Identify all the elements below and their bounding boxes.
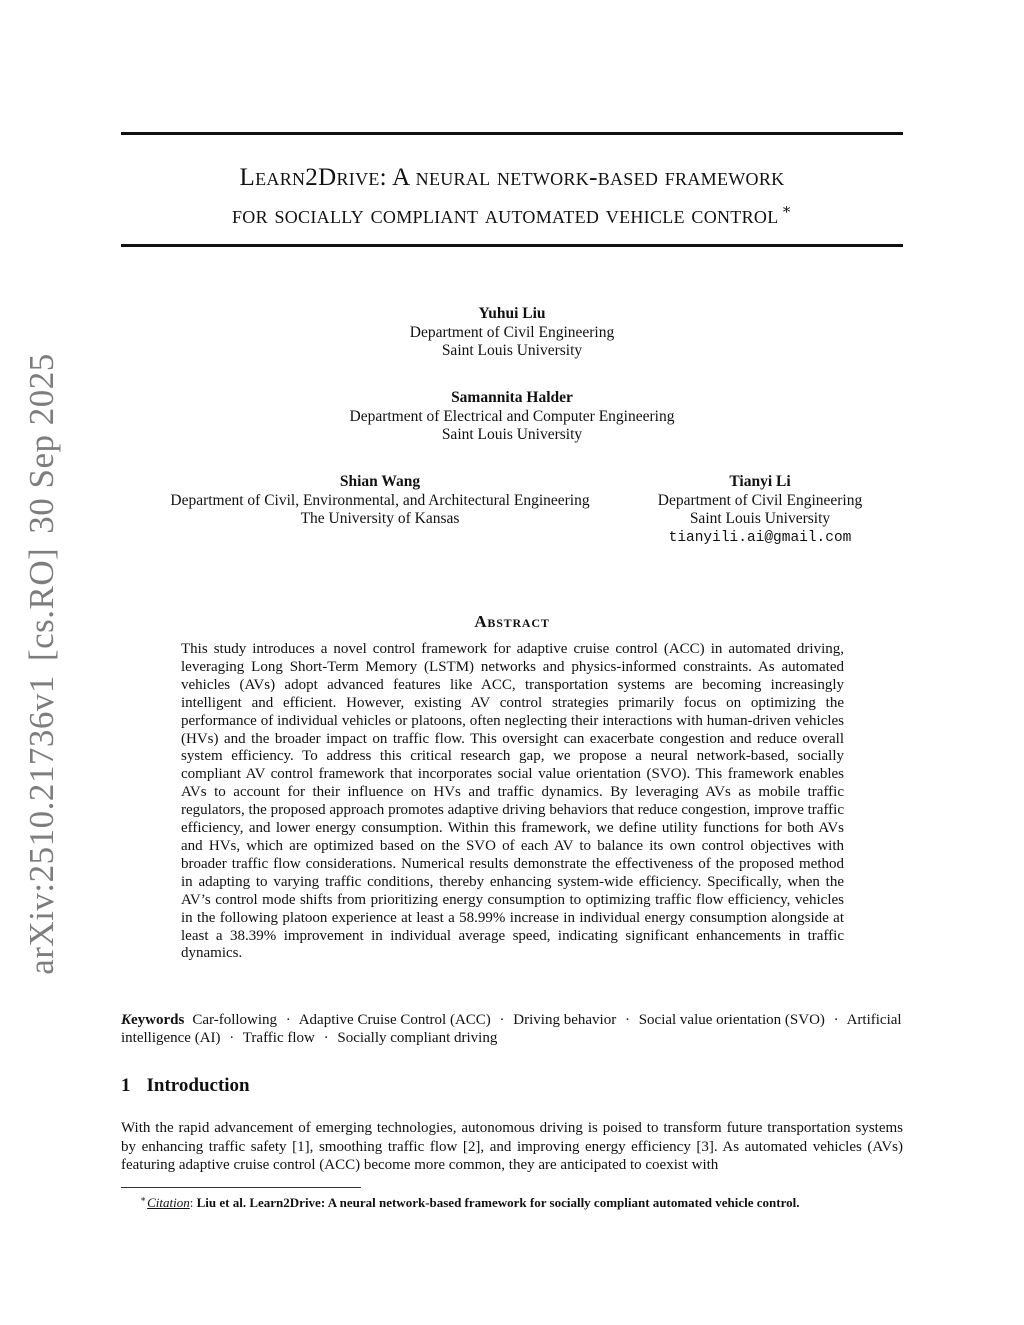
keyword-separator: · bbox=[285, 1012, 291, 1028]
title-top-rule bbox=[121, 132, 903, 135]
arxiv-date: 30 Sep 2025 bbox=[22, 353, 61, 534]
author-institution: Saint Louis University bbox=[689, 510, 831, 527]
author-institution: Saint Louis University bbox=[441, 426, 583, 443]
footnote-rule bbox=[121, 1187, 361, 1188]
title-rive: rive bbox=[336, 164, 380, 191]
author-name: Tianyi Li bbox=[729, 473, 791, 490]
keyword-item: Adaptive Cruise Control (ACC) bbox=[298, 1012, 491, 1028]
author-affiliation: Department of Civil Engineering bbox=[409, 323, 615, 341]
author-name: Yuhui Liu bbox=[478, 305, 546, 322]
keywords-label-rest: eywords bbox=[131, 1012, 185, 1028]
title-line1-rest: neural network-based framework bbox=[415, 164, 785, 191]
author-name: Shian Wang bbox=[339, 473, 421, 490]
title-two: 2 bbox=[305, 164, 319, 191]
keyword-separator: · bbox=[833, 1012, 839, 1028]
title-footnote-mark[interactable]: ∗ bbox=[781, 202, 792, 218]
footnote-mark: ∗ bbox=[140, 1194, 147, 1204]
section-heading-introduction bbox=[121, 1075, 250, 1097]
keyword-item: Socially compliant driving bbox=[337, 1030, 498, 1046]
keyword-item: Driving behavior bbox=[513, 1012, 617, 1028]
keyword-separator: · bbox=[499, 1012, 505, 1028]
author-email-link[interactable]: tianyili.ai@gmail.com bbox=[668, 529, 852, 546]
keyword-separator: · bbox=[229, 1030, 235, 1046]
keyword-item: Car-following bbox=[192, 1012, 278, 1028]
keyword-item: Social value orientation (SVO) bbox=[638, 1012, 825, 1028]
keywords bbox=[121, 1011, 903, 1047]
section-title: Introduction bbox=[146, 1075, 250, 1096]
section-number: 1 bbox=[121, 1075, 131, 1096]
intro-paragraph: With the rapid advancement of emerging technologies, autonomous driving is poised to transform future transportation systems by enhancing traffic safety [1], smoothing traffic flow [2], and improving energy efficiency [3]. As automated vehicles (AVs) featuring adaptive cruise control (ACC) become more common, they are anticipated to coexist with bbox=[121, 1120, 903, 1173]
arxiv-id: arXiv:2510.21736v1 bbox=[22, 675, 61, 975]
author-affiliation: Department of Civil, Environmental, and Architectural Engineering bbox=[170, 491, 590, 509]
author-institution: Saint Louis University bbox=[441, 342, 583, 359]
keywords-label-k: K bbox=[121, 1012, 132, 1028]
keyword-item: Traffic flow bbox=[242, 1030, 315, 1046]
title-initial-d: D bbox=[318, 164, 337, 191]
citation-footnote bbox=[140, 1191, 905, 1211]
footnote-citation-text: Liu et al. Learn2Drive: A neural network-based framework for socially compliant automated vehicle control. bbox=[196, 1195, 800, 1210]
arxiv-category: [cs.RO] bbox=[22, 547, 61, 662]
title-initial-a: A bbox=[392, 164, 410, 191]
keywords-list bbox=[121, 1012, 902, 1046]
title-line2-text: for socially compliant automated vehicle control bbox=[231, 202, 779, 229]
author-block-3 bbox=[140, 473, 620, 529]
abstract-heading: Abstract bbox=[474, 612, 550, 631]
author-affiliation: Department of Electrical and Computer Engineering bbox=[349, 407, 675, 425]
keyword-item: Artificial intelligence (AI) bbox=[121, 1012, 902, 1046]
author-block-1 bbox=[262, 305, 762, 361]
author-block-4 bbox=[640, 473, 880, 547]
title-initial-l: L bbox=[239, 164, 256, 191]
footnote-citation-label: Citation bbox=[147, 1195, 190, 1210]
title-line-1 bbox=[121, 161, 903, 194]
keywords-label bbox=[121, 1012, 184, 1028]
paper-title bbox=[121, 161, 903, 232]
arxiv-stamp bbox=[22, 353, 62, 975]
title-line-2 bbox=[121, 194, 903, 232]
keyword-separator: · bbox=[323, 1030, 329, 1046]
title-colon: : bbox=[379, 164, 387, 191]
author-block-2 bbox=[262, 389, 762, 445]
keyword-separator: · bbox=[624, 1012, 630, 1028]
author-name: Samannita Halder bbox=[451, 389, 573, 406]
abstract-body: This study introduces a novel control framework for adaptive cruise control (ACC) in automated driving, leveraging Long Short-Term Memory (LSTM) networks and physics-informed constraints. As automated vehicles (AVs) adopt advanced features like ACC, transportation systems are becoming increasingly intelligent and efficient. However, existing AV control strategies primarily focus on optimizing the performance of individual vehicles or platoons, often neglecting their interactions with human-driven vehicles (HVs) and the broader impact on traffic flow. This oversight can exacerbate congestion and reduce overall system efficiency. To address this critical research gap, we propose a neural network-based, socially compliant AV control framework that incorporates social value orientation (SVO). This framework enables AVs to account for their influence on HVs and traffic dynamics. By leveraging AVs as mobile traffic regulators, the proposed approach promotes adaptive driving behaviors that reduce congestion, improve traffic efficiency, and lower energy consumption. Within this framework, we define utility functions for both AVs and HVs, which are optimized based on the SVO of each AV to balance its own control objectives with broader traffic flow considerations. Numerical results demonstrate the effectiveness of the proposed method in adapting to varying traffic conditions, thereby enhancing system-wide efficiency. Specifically, when the AV’s control mode shifts from prioritizing energy consumption to optimizing traffic flow efficiency, vehicles in the following platoon experience at least a 58.99% increase in individual energy consumption alongside at least a 38.39% improvement in individual average speed, indicating significant enhancements in traffic dynamics. bbox=[181, 641, 844, 962]
title-bottom-rule bbox=[121, 244, 903, 247]
author-institution: The University of Kansas bbox=[300, 510, 460, 527]
author-affiliation: Department of Civil Engineering bbox=[657, 491, 863, 509]
title-earn: earn bbox=[255, 164, 306, 191]
footnote-colon: : bbox=[189, 1195, 194, 1210]
